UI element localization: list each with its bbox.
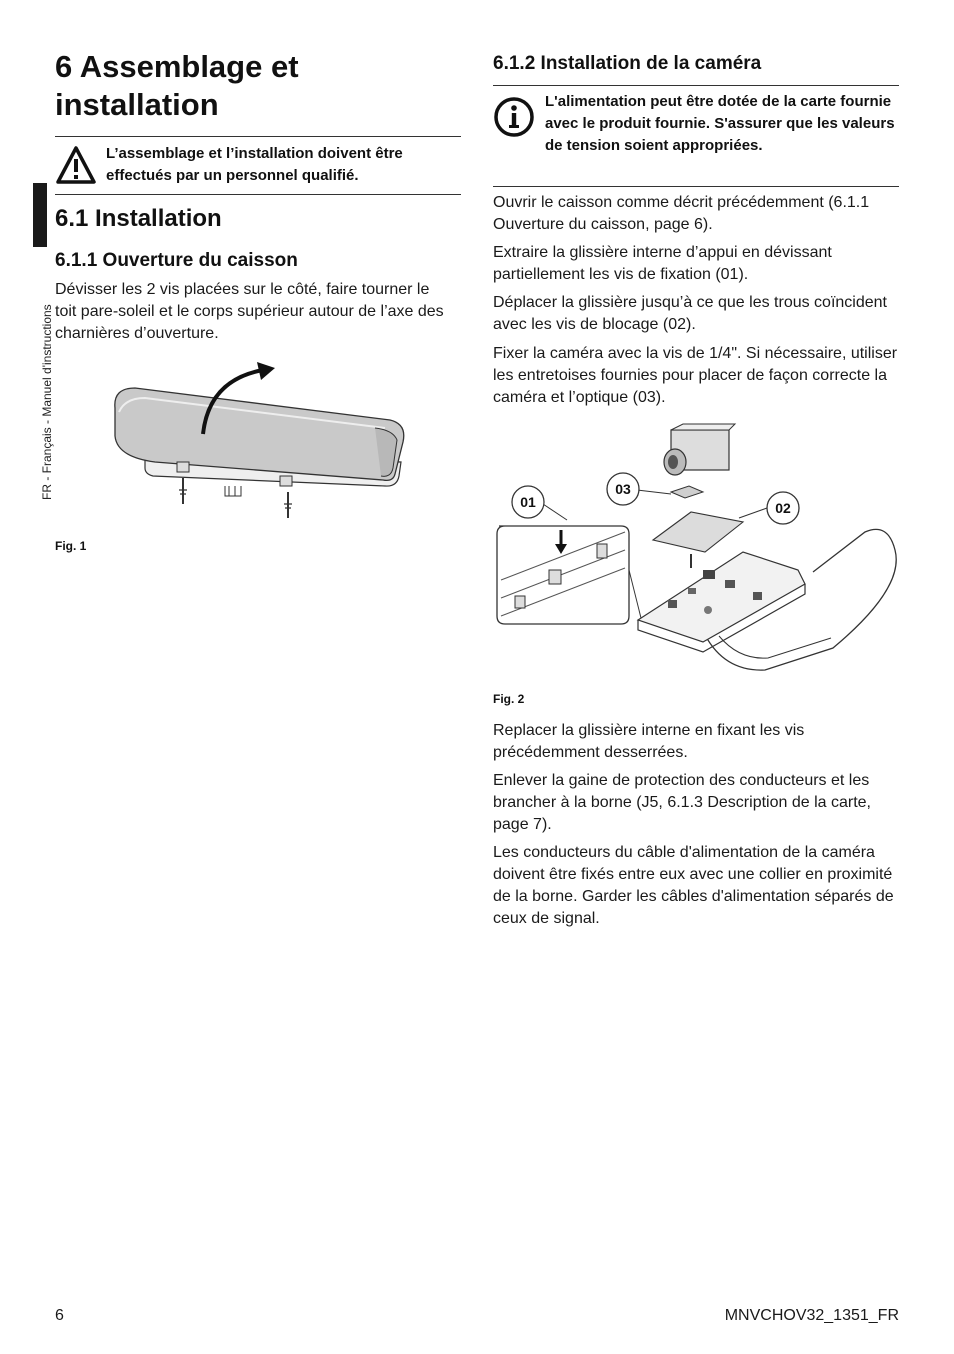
paragraph-open-housing: Ouvrir le caisson comme décrit précédemment (6.1.1 Ouverture du caisson, page 6). (493, 194, 870, 233)
figure-2-caption: Fig. 2 (493, 692, 525, 706)
paragraph-move-slide: Déplacer la glissière jusqu’à ce que les trous coïncident avec les vis de blocage (02). (493, 294, 887, 333)
info-icon (493, 96, 535, 138)
paragraph-connect-terminal: Enlever la gaine de protection des conducteurs et les brancher à la borne (J5, 6.1.3 Description de la carte, page 7). (493, 772, 871, 833)
info-note-text: L'alimentation peut être dotée de la carte fournie avec le produit fournie. S'assurer que les valeurs de tension soient appropriées. (545, 93, 895, 154)
paragraph-fix-camera: Fixer la caméra avec la vis de 1/4". Si nécessaire, utiliser les entretoises fournies pour placer de façon correcte la caméra et l’optique (03). (493, 345, 898, 406)
paragraph-cable-separation: Les conducteurs du câble d'alimentation de la caméra doivent être fixés entre eux avec une collier en proximité de la borne. Garder les câbles d'alimentation séparés de ceux de signal. (493, 844, 894, 927)
callout-label-03: 03 (615, 481, 631, 497)
warning-bottom-rule (55, 194, 461, 195)
note-bottom-rule (493, 186, 899, 187)
paragraph-6-1-1: Dévisser les 2 vis placées sur le côté, faire tourner le toit pare-soleil et le corps supérieur autour de l’axe des charnières d’ouverture. (55, 281, 444, 342)
callout-label-01: 01 (520, 494, 536, 510)
sidebar-language-label: FR - Français - Manuel d'instructions (40, 304, 54, 500)
sidebar-marker (33, 183, 47, 247)
callout-label-02: 02 (775, 500, 791, 516)
page-number: 6 (55, 1307, 64, 1324)
paragraph-replace-slide: Replacer la glissière interne en fixant les vis précédemment desserrées. (493, 722, 805, 761)
figure-2-camera-installation-illustration (493, 420, 898, 680)
warning-top-rule (55, 136, 461, 137)
warning-icon (55, 145, 97, 185)
figure-1-caption: Fig. 1 (55, 539, 87, 553)
document-code: MNVCHOV32_1351_FR (724, 1307, 899, 1324)
note-top-rule (493, 85, 899, 86)
section-heading-6-1-1: 6.1.1 Ouverture du caisson (55, 250, 298, 271)
section-heading-6-1: 6.1 Installation (55, 205, 222, 232)
chapter-title: 6 Assemblage et installation (55, 49, 299, 122)
warning-text: L’assemblage et l’installation doivent être effectués par un personnel qualifié. (106, 145, 403, 184)
figure-1-housing-illustration (105, 358, 410, 520)
section-heading-6-1-2: 6.1.2 Installation de la caméra (493, 53, 762, 74)
paragraph-extract-slide: Extraire la glissière interne d’appui en dévissant partiellement les vis de fixation (01). (493, 244, 832, 283)
